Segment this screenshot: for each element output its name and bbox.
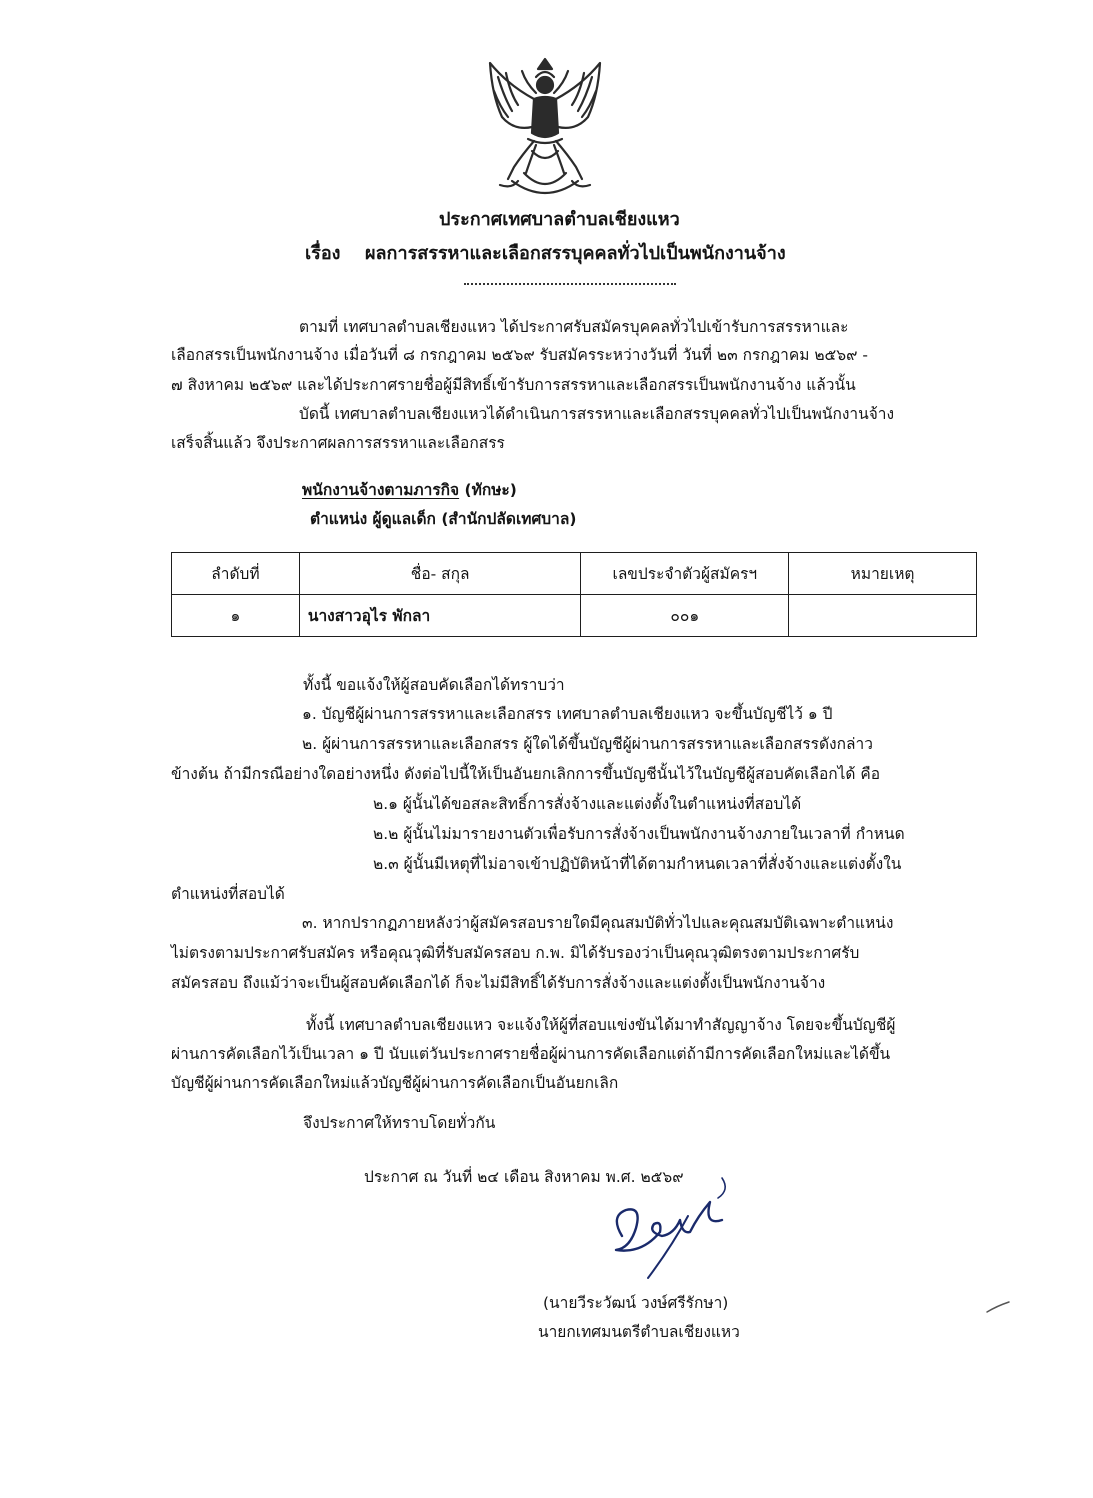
notice-final-b: ผ่านการคัดเลือกไว้เป็นเวลา ๑ ปี นับแต่วันประกาศรายชื่อผู้ผ่านการคัดเลือกแต่ถ้ามีการคัดเลือกใหม่และได้ขึ้น bbox=[171, 1045, 891, 1063]
position-title: ตำแหน่ง ผู้ดูแลเด็ก (สำนักปลัดเทศบาล) bbox=[310, 510, 577, 528]
header-name: ชื่อ- สกุล bbox=[299, 553, 581, 595]
notice-final-a: ทั้งนี้ เทศบาลตำบลเชียงแหว จะแจ้งให้ผู้ที่สอบแข่งขันได้มาทำสัญญาจ้าง โดยจะขึ้นบัญชีผู้ bbox=[306, 1016, 896, 1034]
table-row bbox=[172, 595, 977, 637]
signature-icon bbox=[602, 1176, 732, 1286]
intro-line-4: บัดนี้ เทศบาลตำบลเชียงแหวได้ดำเนินการสรรหาและเลือกสรรบุคคลทั่วไปเป็นพนักงานจ้าง bbox=[299, 405, 895, 423]
subject-text: ผลการสรรหาและเลือกสรรบุคคลทั่วไปเป็นพนักงานจ้าง bbox=[364, 243, 786, 264]
document-title: ประกาศเทศบาลตำบลเชียงแหว bbox=[439, 209, 680, 230]
intro-line-5: เสร็จสิ้นแล้ว จึงประกาศผลการสรรหาและเลือกสรร bbox=[171, 434, 505, 452]
header-note: หมายเหตุ bbox=[789, 553, 977, 595]
closing-statement: จึงประกาศให้ทราบโดยทั่วกัน bbox=[303, 1114, 496, 1132]
cell-applicant-id: ๐๐๑ bbox=[581, 595, 789, 637]
notice-sub-2-2: ๒.๒ ผู้นั้นไม่มารายงานตัวเพื่อรับการสั่งจ้างเป็นพนักงานจ้างภายในเวลาที่ กำหนด bbox=[373, 825, 905, 843]
subject-prefix: เรื่อง bbox=[305, 243, 341, 264]
position-type bbox=[302, 480, 517, 500]
notice-item-1: ๑. บัญชีผู้ผ่านการสรรหาและเลือกสรร เทศบาลตำบลเชียงแหว จะขึ้นบัญชีไว้ ๑ ปี bbox=[302, 705, 833, 723]
dotted-separator bbox=[464, 283, 676, 285]
cell-name: นางสาวอุไร พักลา bbox=[299, 595, 581, 637]
intro-line-1: ตามที่ เทศบาลตำบลเชียงแหว ได้ประกาศรับสมัครบุคคลทั่วไปเข้ารับการสรรหาและ bbox=[299, 318, 849, 336]
table-header-row bbox=[172, 553, 977, 595]
header-applicant-id: เลขประจำตัวผู้สมัครฯ bbox=[581, 553, 789, 595]
notice-item-2b: ข้างต้น ถ้ามีกรณีอย่างใดอย่างหนึ่ง ดังต่อไปนี้ให้เป็นอันยกเลิกการขึ้นบัญชีนั้นไว้ในบัญชีผู้สอบคัดเลือกได้ คือ bbox=[171, 765, 881, 783]
notice-sub-2-3b: ตำแหน่งที่สอบได้ bbox=[171, 885, 285, 903]
notice-item-3b: ไม่ตรงตามประกาศรับสมัคร หรือคุณวุฒิที่รับสมัครสอบ ก.พ. มิได้รับรองว่าเป็นคุณวุฒิตรงตามประกาศรับ bbox=[171, 944, 860, 962]
signer-title: นายกเทศมนตรีตำบลเชียงแหว bbox=[538, 1323, 740, 1341]
document-subject bbox=[305, 238, 786, 267]
intro-line-3: ๗ สิงหาคม ๒๕๖๙ และได้ประกาศรายชื่อผู้มีสิทธิ์เข้ารับการสรรหาและเลือกสรรเป็นพนักงานจ้าง แล้วนั้น bbox=[171, 376, 856, 394]
cell-no: ๑ bbox=[172, 595, 300, 637]
notice-sub-2-3a: ๒.๓ ผู้นั้นมีเหตุที่ไม่อาจเข้าปฏิบัติหน้าที่ได้ตามกำหนดเวลาที่สั่งจ้างและแต่งตั้งใน bbox=[373, 855, 902, 873]
notice-final-c: บัญชีผู้ผ่านการคัดเลือกใหม่แล้วบัญชีผู้ผ่านการคัดเลือกเป็นอันยกเลิก bbox=[171, 1074, 619, 1092]
signer-name: (นายวีระวัฒน์ วงษ์ศรีรักษา) bbox=[543, 1294, 729, 1312]
notice-sub-2-1: ๒.๑ ผู้นั้นได้ขอสละสิทธิ์การสั่งจ้างและแต่งตั้งในตำแหน่งที่สอบได้ bbox=[373, 795, 802, 813]
notice-item-2a: ๒. ผู้ผ่านการสรรหาและเลือกสรร ผู้ใดได้ขึ้นบัญชีผู้ผ่านการสรรหาและเลือกสรรดังกล่าว bbox=[302, 735, 873, 753]
announcement-date: ประกาศ ณ วันที่ ๒๔ เดือน สิงหาคม พ.ศ. ๒๕๖๙ bbox=[364, 1168, 684, 1186]
position-type-label: พนักงานจ้างตามภารกิจ bbox=[302, 481, 460, 499]
garuda-emblem-icon bbox=[478, 55, 612, 200]
cell-note bbox=[789, 595, 977, 637]
position-type-suffix: (ทักษะ) bbox=[464, 481, 517, 499]
notice-item-3c: สมัครสอบ ถึงแม้ว่าจะเป็นผู้สอบคัดเลือกได้ ก็จะไม่มีสิทธิ์ได้รับการสั่งจ้างและแต่งตั้งเป็นพนักงานจ้าง bbox=[171, 974, 826, 992]
notice-item-3a: ๓. หากปรากฏภายหลังว่าผู้สมัครสอบรายใดมีคุณสมบัติทั่วไปและคุณสมบัติเฉพาะตำแหน่ง bbox=[302, 914, 894, 932]
margin-mark-icon bbox=[985, 1300, 1011, 1314]
intro-line-2: เลือกสรรเป็นพนักงานจ้าง เมื่อวันที่ ๘ กรกฎาคม ๒๕๖๙ รับสมัครระหว่างวันที่ วันที่ ๒๓ กรกฎาคม ๒๕๖๙ - bbox=[171, 346, 869, 364]
results-table bbox=[171, 552, 977, 637]
notice-lead: ทั้งนี้ ขอแจ้งให้ผู้สอบคัดเลือกได้ทราบว่า bbox=[303, 676, 565, 694]
header-no: ลำดับที่ bbox=[172, 553, 300, 595]
